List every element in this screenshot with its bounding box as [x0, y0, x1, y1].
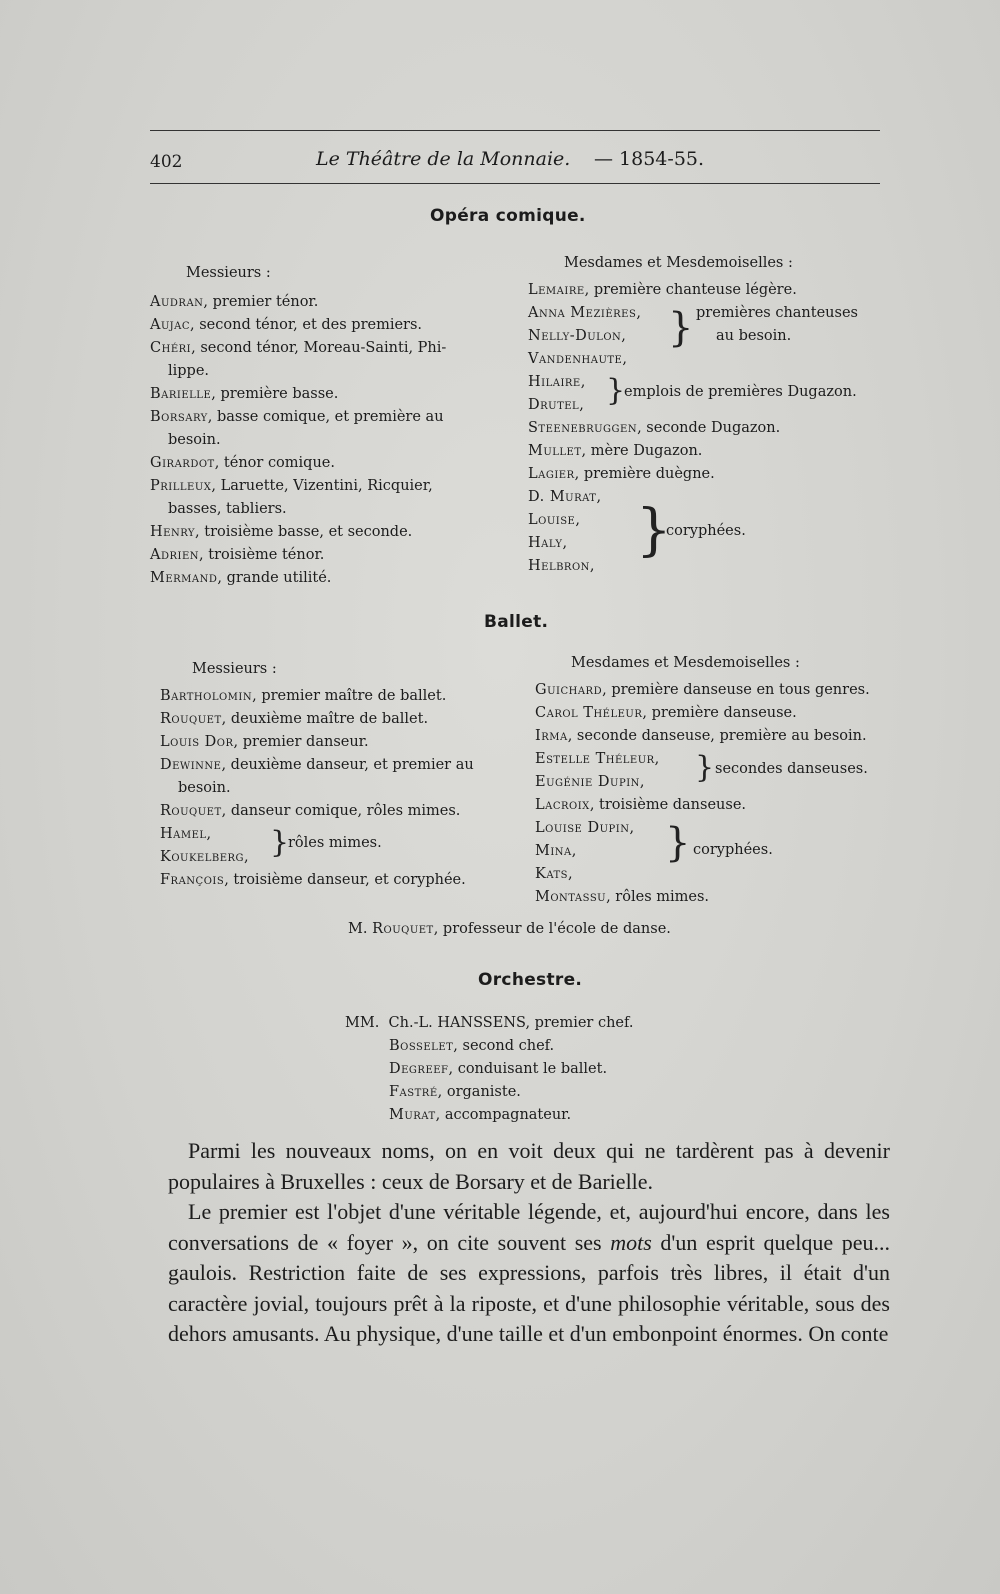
performer-name: Mermand [150, 570, 218, 586]
group-role-text: rôles mimes. [288, 835, 382, 851]
performer-name: Rouquet [372, 921, 434, 937]
role-text: , seconde danseuse, première au besoin. [567, 728, 867, 744]
role-text: , première chanteuse légère. [584, 282, 797, 298]
performer-name: Girardot [150, 455, 215, 471]
cast-line [345, 1081, 745, 1104]
cast-line [160, 708, 510, 731]
role-text: , second ténor, Moreau-Sainti, Phi- [191, 340, 447, 356]
cast-line [528, 417, 888, 440]
ballet-mesdames-heading: Mesdames et Mesdemoiselles : [571, 655, 800, 671]
cast-line [160, 754, 510, 777]
role-text: , grande utilité. [217, 570, 332, 586]
performer-name: Murat [389, 1107, 436, 1123]
orchestre-column [345, 1012, 745, 1127]
cast-line [535, 679, 895, 702]
cast-line [150, 337, 500, 360]
performer-name: Hilaire, [528, 374, 586, 390]
cast-line [160, 731, 510, 754]
cast-line-continuation: basses, tabliers. [168, 501, 287, 517]
role-text: , second chef. [453, 1038, 555, 1054]
performer-name: Lagier [528, 466, 575, 482]
ballet-mesdames-column [535, 652, 895, 909]
performer-name: Eugénie Dupin, [535, 774, 646, 790]
cast-line [150, 383, 500, 406]
role-text: , première basse. [211, 386, 339, 402]
performer-name: Anna Mezières, [528, 305, 642, 321]
page-number: 402 [150, 152, 183, 172]
section-title-opera-comique: Opéra comique. [430, 206, 586, 226]
role-text: , première danseuse en tous genres. [602, 682, 870, 698]
grouped-names [535, 817, 895, 886]
role-text: , premier maître de ballet. [252, 688, 447, 704]
performer-name: Aujac [150, 317, 191, 333]
grouped-names [535, 748, 895, 794]
role-text: , mère Dugazon. [581, 443, 703, 459]
performer-name: Vandenhaute, [528, 351, 628, 367]
performer-name: Bartholomin [160, 688, 253, 704]
cast-line [150, 291, 500, 314]
grouped-names [160, 823, 510, 869]
cast-line [150, 475, 500, 498]
cast-line [160, 869, 510, 892]
role-text: , ténor comique. [214, 455, 335, 471]
performer-name: Borsary [150, 409, 208, 425]
performer-name: Mina, [535, 843, 577, 859]
cast-line [528, 440, 888, 463]
brace: } [665, 820, 691, 866]
performer-name: Barielle [150, 386, 212, 402]
performer-name: Lemaire [528, 282, 585, 298]
brace: } [695, 750, 715, 785]
performer-name: Rouquet [160, 711, 222, 727]
role-text: , premier ténor. [203, 294, 319, 310]
group-role-text: coryphées. [693, 842, 773, 858]
cast-line [528, 279, 888, 302]
role-text: , premier chef. [525, 1015, 634, 1031]
cast-line-continuation: besoin. [178, 780, 231, 796]
cast-line [160, 800, 510, 823]
honorific: M. [348, 921, 373, 937]
role-text: , professeur de l'école de danse. [433, 921, 671, 937]
role-text: , deuxième danseur, et premier au [221, 757, 474, 773]
performer-name: Steenebruggen [528, 420, 638, 436]
role-text: , seconde Dugazon. [637, 420, 781, 436]
role-text: , premier danseur. [233, 734, 369, 750]
performer-name: Dewinne [160, 757, 222, 773]
performer-name: Haly, [528, 535, 568, 551]
role-text: , danseur comique, rôles mimes. [221, 803, 461, 819]
cast-line [528, 463, 888, 486]
cast-line [345, 1104, 745, 1127]
role-text: , troisième basse, et seconde. [195, 524, 413, 540]
opera-messieurs-column [150, 262, 500, 590]
performer-name: Hamel, [160, 826, 212, 842]
performer-name: Guichard [535, 682, 603, 698]
role-text: , rôles mimes. [606, 889, 710, 905]
performer-name: Kats, [535, 866, 574, 882]
brace: } [270, 825, 290, 860]
cast-line-continuation: besoin. [168, 432, 221, 448]
cast-line-continuation: lippe. [168, 363, 210, 379]
brace: } [636, 498, 672, 563]
body-text [168, 1136, 890, 1350]
role-text: , second ténor, et des premiers. [190, 317, 423, 333]
grouped-names [528, 486, 888, 578]
group-role-text: premières chanteuses [696, 305, 858, 321]
cast-line [345, 1012, 745, 1035]
honorific: MM. [345, 1015, 380, 1031]
italic-word: mots [610, 1229, 652, 1255]
performer-name: Adrien [150, 547, 200, 563]
paragraph-text: d'un esprit quelque peu... gaulois. Restriction faite de ses expressions, parfois très libres, il était d'un caractère jovial, toujours prêt à la riposte, et d'une philosophie véritable, sous des dehors amusants. Au physique, d'une taille et d'un embonpoint énormes. On conte [168, 1229, 891, 1346]
paragraph [168, 1197, 890, 1350]
cast-line [535, 725, 895, 748]
section-title-ballet: Ballet. [484, 612, 549, 632]
cast-line [150, 406, 500, 429]
section-title-orchestre: Orchestre. [478, 970, 583, 990]
opera-mesdames-column [528, 252, 888, 578]
group-role-text: secondes danseuses. [715, 761, 868, 777]
performer-name: Louis Dor [160, 734, 234, 750]
cast-line [150, 452, 500, 475]
role-text: , basse comique, et première au [207, 409, 444, 425]
header-rule-bottom [150, 183, 880, 184]
performer-name: Irma [535, 728, 568, 744]
performer-name: Drutel, [528, 397, 585, 413]
ballet-messieurs-heading: Messieurs : [192, 661, 277, 677]
cast-line [150, 314, 500, 337]
group-role-text: emplois de premières Dugazon. [624, 384, 857, 400]
cast-line [345, 1035, 745, 1058]
role-text: , Laruette, Vizentini, Ricquier, [211, 478, 433, 494]
role-text: , troisième ténor. [199, 547, 325, 563]
cast-line [150, 521, 500, 544]
performer-name: Prilleux [150, 478, 212, 494]
role-text: , troisième danseuse. [589, 797, 747, 813]
performer-name: Montassu [535, 889, 607, 905]
performer-name: Ch.-L. HANSSENS [388, 1015, 526, 1031]
running-header [150, 148, 880, 178]
role-text: , troisième danseur, et coryphée. [224, 872, 466, 888]
grouped-names [528, 302, 888, 371]
header-rule-top [150, 130, 880, 131]
performer-name: François [160, 872, 225, 888]
performer-name: D. Murat, [528, 489, 602, 505]
cast-line [150, 544, 500, 567]
performer-name: Lacroix [535, 797, 590, 813]
cast-line [345, 1058, 745, 1081]
role-text: , première duègne. [574, 466, 715, 482]
performer-name: Carol Théleur [535, 705, 643, 721]
role-text: , première danseuse. [642, 705, 797, 721]
role-text: , deuxième maître de ballet. [221, 711, 429, 727]
performer-name: Louise Dupin, [535, 820, 635, 836]
group-role-text: au besoin. [716, 328, 792, 344]
opera-mesdames-heading: Mesdames et Mesdemoiselles : [564, 255, 793, 271]
ballet-messieurs-column [160, 658, 510, 892]
performer-name: Henry [150, 524, 196, 540]
running-years: — 1854-55. [594, 148, 705, 170]
performer-name: Degreef [389, 1061, 449, 1077]
paragraph: Parmi les nouveaux noms, on en voit deux qui ne tardèrent pas à devenir populaires à Bruxelles : ceux de Borsary et de Barielle. [168, 1138, 890, 1194]
opera-messieurs-heading: Messieurs : [186, 265, 271, 281]
performer-name: Nelly-Dulon, [528, 328, 627, 344]
performer-name: Fastré [389, 1084, 438, 1100]
role-text: , organiste. [437, 1084, 521, 1100]
role-text: , conduisant le ballet. [448, 1061, 608, 1077]
ballet-professor-line [348, 918, 671, 941]
performer-name: Mullet [528, 443, 582, 459]
brace: } [668, 305, 694, 351]
performer-name: Rouquet [160, 803, 222, 819]
performer-name: Bosselet [389, 1038, 454, 1054]
role-text: , accompagnateur. [435, 1107, 572, 1123]
group-role-text: coryphées. [666, 523, 746, 539]
brace: } [606, 373, 626, 408]
performer-name: Helbron, [528, 558, 596, 574]
performer-name: Chéri [150, 340, 192, 356]
cast-line [150, 567, 500, 590]
performer-name: Estelle Théleur, [535, 751, 660, 767]
performer-name: Louise, [528, 512, 581, 528]
performer-name: Koukelberg, [160, 849, 250, 865]
grouped-names [528, 371, 888, 417]
cast-line [535, 886, 895, 909]
performer-name: Audran [150, 294, 204, 310]
running-title: Le Théâtre de la Monnaie. [316, 148, 571, 170]
cast-line [535, 794, 895, 817]
paragraph-text: Le premier est l'objet d'une véritable légende, et, aujourd'hui encore, dans les conversations de « foyer », on cite souvent ses [168, 1199, 890, 1255]
cast-line [535, 702, 895, 725]
cast-line [160, 685, 510, 708]
